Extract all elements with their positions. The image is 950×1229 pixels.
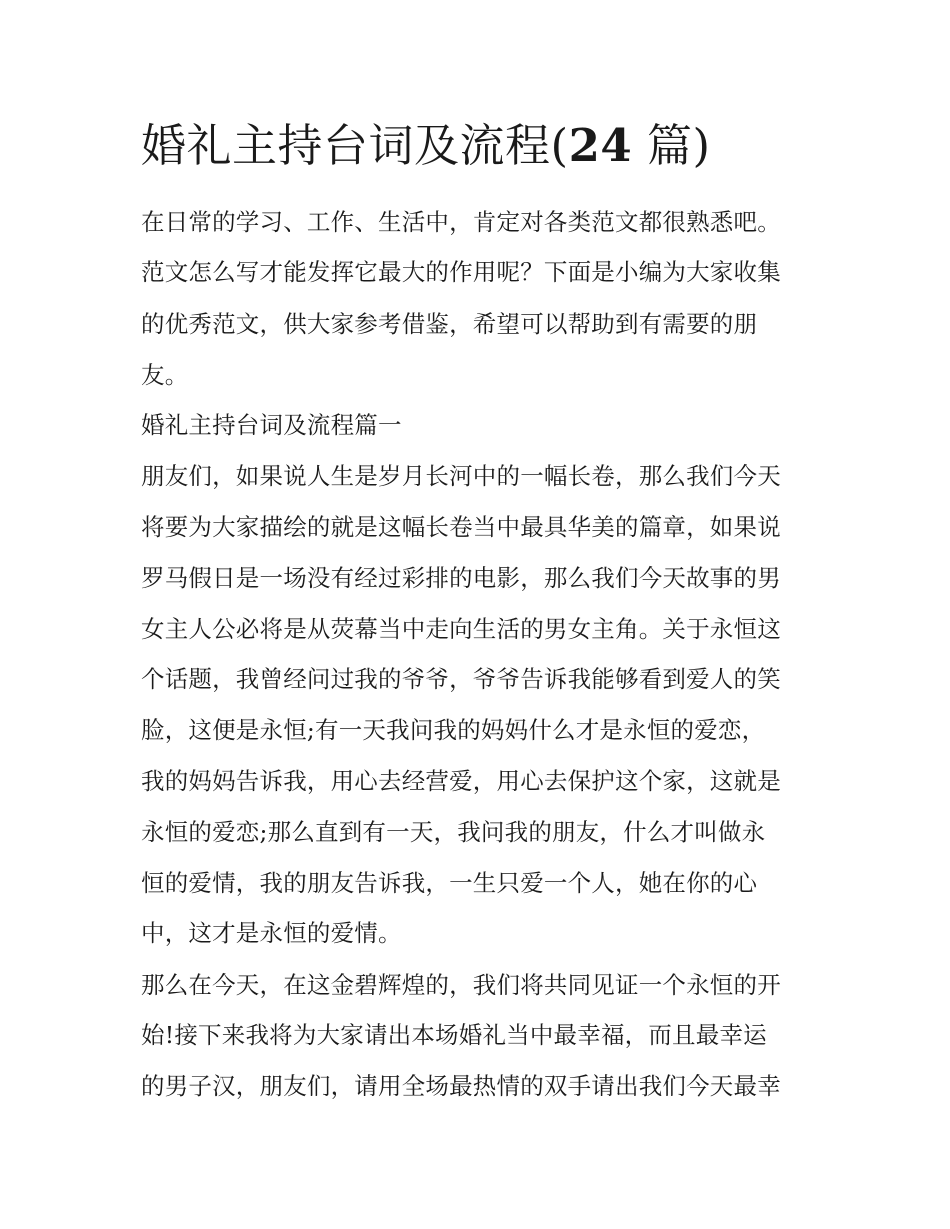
title-main: 婚礼主持台词及流程( — [141, 119, 569, 172]
body-line: 将要为大家描绘的就是这幅长卷当中最具华美的篇章，如果说 — [141, 513, 781, 541]
body-line: 罗马假日是一场没有经过彩排的电影，那么我们今天故事的男 — [141, 564, 781, 592]
document-title — [141, 118, 841, 174]
title-number: 24 — [568, 119, 633, 172]
intro-line: 在日常的学习、工作、生活中，肯定对各类范文都很熟悉吧。 — [141, 208, 781, 236]
body-line: 永恒的爱恋;那么直到有一天，我问我的朋友，什么才叫做永 — [141, 818, 766, 846]
title-tail: 篇) — [632, 119, 711, 172]
body-line: 女主人公必将是从荧幕当中走向生活的男女主角。关于永恒这 — [141, 615, 781, 643]
body-line: 始!接下来我将为大家请出本场婚礼当中最幸福，而且最幸运 — [141, 1021, 767, 1049]
intro-line: 的优秀范文，供大家参考借鉴，希望可以帮助到有需要的朋 — [141, 310, 758, 338]
body-line: 我的妈妈告诉我，用心去经营爱，用心去保护这个家，这就是 — [141, 767, 781, 795]
intro-line: 友。 — [141, 361, 189, 389]
body-line: 恒的爱情，我的朋友告诉我，一生只爱一个人，她在你的心 — [141, 869, 758, 897]
intro-line: 范文怎么写才能发挥它最大的作用呢？下面是小编为大家收集 — [141, 258, 781, 286]
body-line: 的男子汉，朋友们，请用全场最热情的双手请出我们今天最幸 — [141, 1072, 781, 1100]
body-line: 那么在今天，在这金碧辉煌的，我们将共同见证一个永恒的开 — [141, 971, 781, 999]
body-line: 中，这才是永恒的爱情。 — [141, 919, 402, 947]
body-line: 脸，这便是永恒;有一天我问我的妈妈什么才是永恒的爱恋， — [141, 716, 766, 744]
section-heading: 婚礼主持台词及流程篇一 — [141, 411, 402, 439]
body-line: 朋友们，如果说人生是岁月长河中的一幅长卷，那么我们今天 — [141, 462, 781, 490]
body-line: 个话题，我曾经问过我的爷爷，爷爷告诉我能够看到爱人的笑 — [141, 665, 781, 693]
